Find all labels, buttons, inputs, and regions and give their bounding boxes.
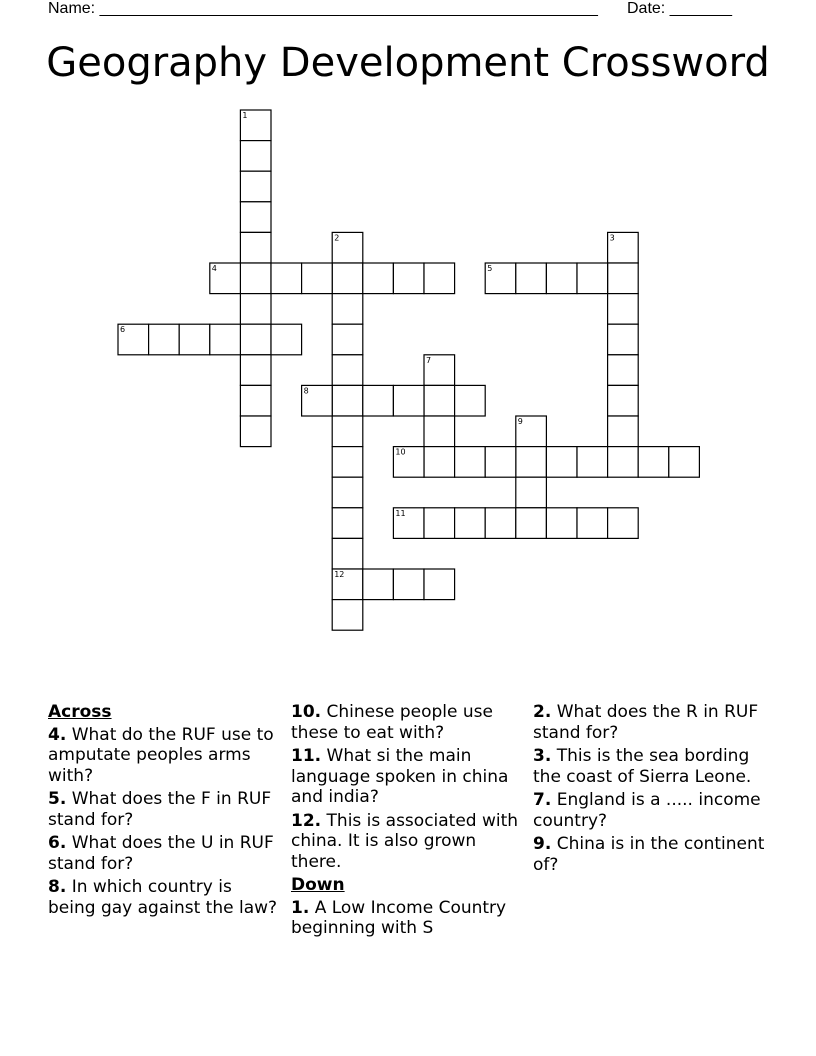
clue-text: What do the RUF use to amputate peoples arms with? [48,724,274,786]
grid-cell[interactable] [608,508,639,539]
clue-num: 12. [291,810,322,831]
across-clue-10 [291,702,527,743]
clue-number-4: 4 [211,264,217,273]
grid-cell[interactable] [455,385,486,416]
grid-cell[interactable] [240,385,271,416]
grid-cell[interactable] [332,477,363,508]
grid-cell[interactable] [546,263,577,294]
grid-cell[interactable] [332,355,363,386]
clues-column-1 [48,702,283,921]
down-clue-7 [533,790,769,831]
clue-num: 10. [291,702,322,722]
grid-cell[interactable] [332,538,363,569]
grid-cell[interactable] [608,263,639,294]
clue-text: What does the R in RUF stand for? [533,702,759,743]
grid-cell[interactable] [240,263,271,294]
grid-cell[interactable] [577,508,608,539]
clue-text: This is the sea bording the coast of Sierra Leone. [533,746,752,787]
clue-number-2: 2 [334,233,340,243]
clue-number-1: 1 [242,111,248,120]
clue-num: 6. [48,833,67,853]
clue-number-5: 5 [487,264,493,273]
across-clue-5 [48,789,283,830]
clue-num: 9. [533,834,552,854]
clues-column-2 [291,702,527,942]
grid-cell[interactable] [669,447,700,478]
grid-cell[interactable] [179,324,210,355]
page-title: Geography Development Crossword [46,40,770,86]
grid-cell[interactable] [455,447,486,478]
name-field-label: Name: ________________________________________________________ [48,0,598,17]
clue-num: 3. [533,746,552,766]
clue-text: In which country is being gay against the law? [48,877,278,918]
grid-cell[interactable] [577,263,608,294]
clue-number-7: 7 [426,355,432,365]
grid-cell[interactable] [516,477,547,508]
grid-cell[interactable] [332,294,363,325]
clue-number-10: 10 [395,447,406,457]
grid-cell[interactable] [608,416,639,447]
clue-text: A Low Income Country beginning with S [291,897,507,938]
clues-column-3 [533,702,769,878]
clue-text: England is a ..... income country? [533,790,761,831]
grid-cell[interactable] [240,202,271,233]
grid-cell[interactable] [608,294,639,325]
grid-cell[interactable] [424,385,455,416]
grid-cell[interactable] [546,508,577,539]
date-field-label: Date: _______ [627,0,732,17]
clue-text: What does the U in RUF stand for? [48,833,274,874]
grid-cell[interactable] [455,508,486,539]
grid-cell[interactable] [332,416,363,447]
grid-cell[interactable] [240,355,271,386]
clue-number-11: 11 [395,508,406,518]
across-clue-6 [48,833,283,874]
grid-cell[interactable] [485,508,516,539]
grid-cell[interactable] [210,324,241,355]
across-heading: Across [48,702,112,722]
clue-num: 7. [533,790,552,810]
grid-cell[interactable] [516,263,547,294]
clue-number-6: 6 [120,325,126,335]
grid-cell[interactable] [332,324,363,355]
grid-cell[interactable] [240,232,271,263]
grid-cell[interactable] [240,141,271,172]
clue-num: 4. [48,724,67,745]
grid-cell[interactable] [608,447,639,478]
clue-number-9: 9 [517,417,523,426]
grid-cell[interactable] [577,447,608,478]
grid-cell[interactable] [363,385,394,416]
grid-cell[interactable] [608,324,639,355]
grid-cell[interactable] [608,385,639,416]
grid-cell[interactable] [424,569,455,600]
clue-text: What does the F in RUF stand for? [48,789,272,830]
clue-num: 8. [48,877,67,897]
grid-cell[interactable] [608,355,639,386]
grid-cell[interactable] [363,263,394,294]
across-clue-4 [48,725,283,787]
grid-cell[interactable] [393,263,424,294]
grid-cell[interactable] [516,447,547,478]
grid-cell[interactable] [149,324,180,355]
grid-cell[interactable] [516,508,547,539]
down-clue-2 [533,702,769,743]
clue-number-8: 8 [303,386,309,396]
clue-num: 5. [48,789,67,809]
grid-cell[interactable] [393,385,424,416]
clue-number-12: 12 [334,570,345,579]
clue-text: What si the main language spoken in china and india? [291,746,509,807]
clue-number-3: 3 [609,233,615,243]
grid-cell[interactable] [332,508,363,539]
down-clue-9 [533,834,769,875]
grid-cell[interactable] [638,447,669,478]
clue-text: China is in the continent of? [533,834,765,875]
grid-cell[interactable] [240,294,271,325]
clue-num: 2. [533,702,552,722]
down-heading: Down [291,875,345,895]
grid-cell[interactable] [332,385,363,416]
grid-cell[interactable] [424,508,455,539]
clue-num: 1. [291,897,310,918]
grid-cell[interactable] [332,447,363,478]
clue-text: Chinese people use these to eat with? [291,702,493,743]
grid-cell[interactable] [424,416,455,447]
down-clue-3 [533,746,769,787]
clue-num: 11. [291,746,322,766]
clue-text: This is associated with china. It is also grown there. [291,810,519,872]
across-clue-8 [48,877,283,918]
grid-cell[interactable] [363,569,394,600]
grid-cell[interactable] [240,416,271,447]
down-clue-1 [291,898,527,939]
grid-cell[interactable] [302,263,333,294]
grid-cell[interactable] [271,324,302,355]
grid-cell[interactable] [271,263,302,294]
grid-cell[interactable] [424,263,455,294]
grid-cell[interactable] [393,569,424,600]
grid-cell[interactable] [332,600,363,631]
grid-cell[interactable] [485,447,516,478]
across-clue-11 [291,746,527,808]
grid-cell[interactable] [424,447,455,478]
grid-cell[interactable] [240,324,271,355]
grid-cell[interactable] [546,447,577,478]
across-clue-12 [291,811,527,873]
grid-cell[interactable] [240,171,271,202]
grid-cell[interactable] [332,263,363,294]
